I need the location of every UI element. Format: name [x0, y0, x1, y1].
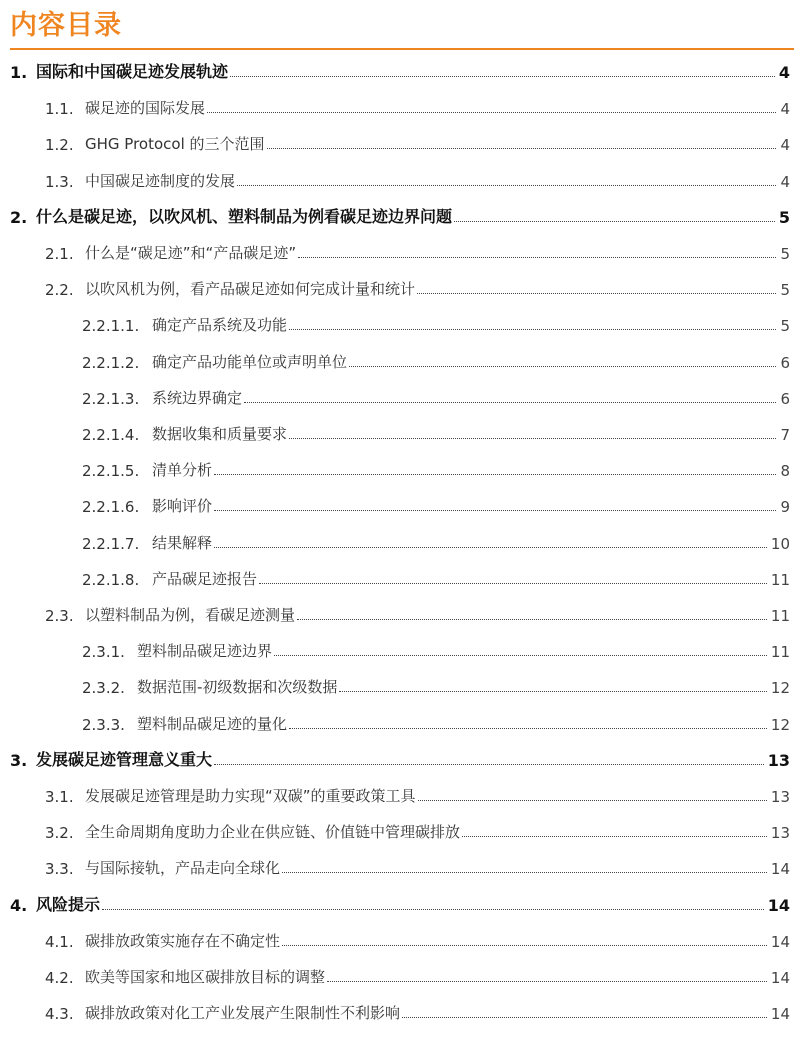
toc-entry[interactable] — [0, 161, 804, 191]
toc-entry[interactable] — [0, 305, 804, 335]
toc-entry-number: 2.3.3. — [82, 715, 125, 734]
toc-entry[interactable] — [0, 848, 804, 878]
toc-entry-label: 塑料制品碳足迹边界 — [137, 642, 273, 661]
toc-entry[interactable] — [0, 523, 804, 553]
dot-leader — [102, 908, 764, 910]
toc-entry-number: 3. — [10, 750, 28, 770]
toc-entry-page: 5 — [778, 207, 790, 227]
toc-entry-page: 11 — [770, 643, 790, 662]
toc-entry[interactable] — [0, 378, 804, 408]
toc-entry[interactable] — [0, 921, 804, 951]
toc-entry-number: 2.3.1. — [82, 643, 125, 662]
toc-entry[interactable] — [0, 776, 804, 806]
toc-entry-number: 4.3. — [45, 1005, 74, 1024]
toc-entry[interactable] — [0, 414, 804, 444]
toc-entry-page: 4 — [780, 100, 790, 119]
toc-entry-number: 3.1. — [45, 788, 74, 806]
dot-leader — [214, 763, 764, 765]
dot-leader — [207, 111, 776, 113]
dot-leader — [214, 473, 776, 475]
toc-entry-number: 1.3. — [45, 172, 74, 191]
toc-entry-label: 确定产品系统及功能 — [152, 316, 288, 335]
toc-entry[interactable] — [0, 197, 804, 227]
toc-entry-number: 4. — [10, 895, 28, 915]
toc-entry-label: 以塑料制品为例，看碳足迹测量 — [85, 606, 296, 624]
toc-entry-label: 产品碳足迹报告 — [152, 569, 258, 588]
toc-entry-page: 11 — [770, 570, 790, 589]
toc-entry-label: 确定产品功能单位或声明单位 — [152, 352, 348, 371]
toc-entry-number: 2.2.1.2. — [82, 353, 140, 372]
dot-leader — [454, 220, 775, 222]
toc-entry-label: 塑料制品碳足迹的量化 — [137, 714, 288, 733]
toc-entry-label: 以吹风机为例，看产品碳足迹如何完成计量和统计 — [85, 280, 416, 299]
toc-entry-label: 碳足迹的国际发展 — [85, 99, 206, 118]
toc-entry-page: 9 — [780, 498, 790, 517]
toc-entry-label: 清单分析 — [152, 461, 213, 480]
dot-leader — [214, 509, 776, 511]
toc-entry[interactable] — [0, 450, 804, 480]
dot-leader — [244, 401, 776, 403]
dot-leader — [462, 835, 767, 837]
toc-entry-label: 全生命周期角度助力企业在供应链、价值链中管理碳排放 — [85, 823, 461, 842]
toc-entry-page: 8 — [780, 462, 790, 481]
toc-entry[interactable] — [0, 595, 804, 625]
toc-entry-label: 发展碳足迹管理是助力实现“双碳”的重要政策工具 — [85, 787, 416, 805]
dot-leader — [298, 256, 776, 258]
toc-entry[interactable] — [0, 667, 804, 697]
dot-leader — [417, 292, 776, 294]
dot-leader — [282, 944, 767, 946]
toc-entry-number: 4.1. — [45, 932, 74, 951]
dot-leader — [297, 618, 767, 620]
toc-entry-label: 欧美等国家和地区碳排放目标的调整 — [85, 968, 326, 986]
dot-leader — [349, 365, 776, 367]
toc-entry-page: 7 — [780, 426, 790, 444]
toc-entry-page: 11 — [770, 607, 790, 625]
toc-entry-page: 14 — [770, 932, 790, 951]
toc-entry-number: 1. — [10, 63, 28, 82]
toc-entry[interactable] — [0, 269, 804, 299]
toc-entry-page: 4 — [780, 172, 790, 191]
toc-entry-label: GHG Protocol 的三个范围 — [85, 135, 265, 154]
dot-leader — [237, 184, 776, 186]
toc-entry-number: 2.3. — [45, 607, 74, 625]
toc-entry-label: 什么是“碳足迹”和“产品碳足迹” — [85, 244, 297, 262]
toc-entry-number: 3.2. — [45, 824, 74, 843]
dot-leader — [274, 654, 767, 656]
toc-entry[interactable] — [0, 993, 804, 1023]
dot-leader — [339, 690, 766, 692]
toc-entry[interactable] — [0, 486, 804, 516]
toc-entry-label: 影响评价 — [152, 497, 213, 516]
toc-entry-page: 14 — [770, 860, 790, 879]
toc-entry-number: 1.2. — [45, 136, 74, 155]
toc-entry-label: 碳排放政策实施存在不确定性 — [85, 931, 281, 950]
toc-entry-page: 14 — [770, 1005, 790, 1024]
toc-entry-number: 2.2.1.3. — [82, 389, 140, 408]
toc-entry-page: 13 — [770, 824, 790, 843]
dot-leader — [289, 328, 776, 330]
toc-entry-label: 国际和中国碳足迹发展轨迹 — [36, 62, 229, 81]
toc-entry-page: 14 — [767, 895, 790, 915]
toc-entry-label: 与国际接轨，产品走向全球化 — [85, 859, 281, 878]
dot-leader — [402, 1016, 767, 1018]
toc-entry-number: 2.2.1.1. — [82, 317, 140, 336]
dot-leader — [327, 980, 767, 982]
toc-entry-page: 12 — [770, 715, 790, 734]
toc-title: 内容目录 — [10, 10, 122, 41]
toc-entry-label: 数据范围-初级数据和次级数据 — [137, 678, 338, 697]
toc-entry[interactable] — [0, 812, 804, 842]
dot-leader — [418, 799, 767, 801]
toc-entry-label: 什么是碳足迹，以吹风机、塑料制品为例看碳足迹边界问题 — [36, 206, 453, 226]
toc-entry-page: 13 — [770, 788, 790, 806]
toc-entry[interactable] — [0, 88, 804, 118]
toc-entry-page: 10 — [770, 534, 790, 553]
toc-entry-page: 5 — [780, 245, 790, 263]
toc-entry-page: 12 — [770, 679, 790, 698]
toc-entry[interactable] — [0, 233, 804, 263]
toc-entry-page: 4 — [778, 63, 790, 82]
toc-entry-label: 发展碳足迹管理意义重大 — [36, 749, 213, 769]
dot-leader — [214, 546, 767, 548]
toc-entry-number: 2.2.1.4. — [82, 426, 140, 444]
toc-entry-page: 14 — [770, 969, 790, 987]
toc-entry-label: 碳排放政策对化工产业发展产生限制性不利影响 — [85, 1004, 401, 1023]
toc-entry-label: 结果解释 — [152, 533, 213, 552]
toc-entry[interactable] — [0, 631, 804, 661]
toc-entry-page: 5 — [780, 281, 790, 300]
dot-leader — [289, 727, 767, 729]
toc-entry-number: 2.2.1.7. — [82, 534, 140, 553]
toc-entry[interactable] — [0, 704, 804, 734]
toc-entry-label: 数据收集和质量要求 — [152, 425, 288, 443]
toc-entry-number: 2.2.1.5. — [82, 462, 140, 481]
toc-entry-number: 2.1. — [45, 245, 74, 263]
toc-entry-page: 4 — [780, 136, 790, 155]
toc-entry-number: 1.1. — [45, 100, 74, 119]
toc-entry-label: 中国碳足迹制度的发展 — [85, 171, 236, 190]
toc-entry-number: 3.3. — [45, 860, 74, 879]
toc-entry-number: 2.3.2. — [82, 679, 125, 698]
toc-entry[interactable] — [0, 124, 804, 154]
toc-entry-number: 2.2.1.6. — [82, 498, 140, 517]
toc-entry-label: 风险提示 — [36, 894, 101, 914]
toc-entry[interactable] — [0, 342, 804, 372]
toc-entry-page: 6 — [780, 389, 790, 408]
dot-leader — [230, 75, 775, 77]
dot-leader — [282, 871, 767, 873]
toc-entry[interactable] — [0, 559, 804, 589]
toc-entry-number: 2. — [10, 207, 28, 227]
toc-entry-label: 系统边界确定 — [152, 388, 243, 407]
toc-entry-page: 6 — [780, 353, 790, 372]
toc-entry-number: 2.2.1.8. — [82, 570, 140, 589]
toc-entry-number: 2.2. — [45, 281, 74, 300]
dot-leader — [267, 147, 777, 149]
dot-leader — [289, 437, 776, 439]
title-divider — [10, 48, 794, 50]
dot-leader — [259, 582, 767, 584]
toc-entry-page: 13 — [767, 750, 790, 770]
toc-entry-page: 5 — [780, 317, 790, 336]
toc-entry[interactable] — [0, 52, 804, 82]
toc-entry-number: 4.2. — [45, 969, 74, 987]
toc-entry[interactable] — [0, 740, 804, 770]
toc-entry[interactable] — [0, 957, 804, 987]
toc-entry[interactable] — [0, 885, 804, 915]
